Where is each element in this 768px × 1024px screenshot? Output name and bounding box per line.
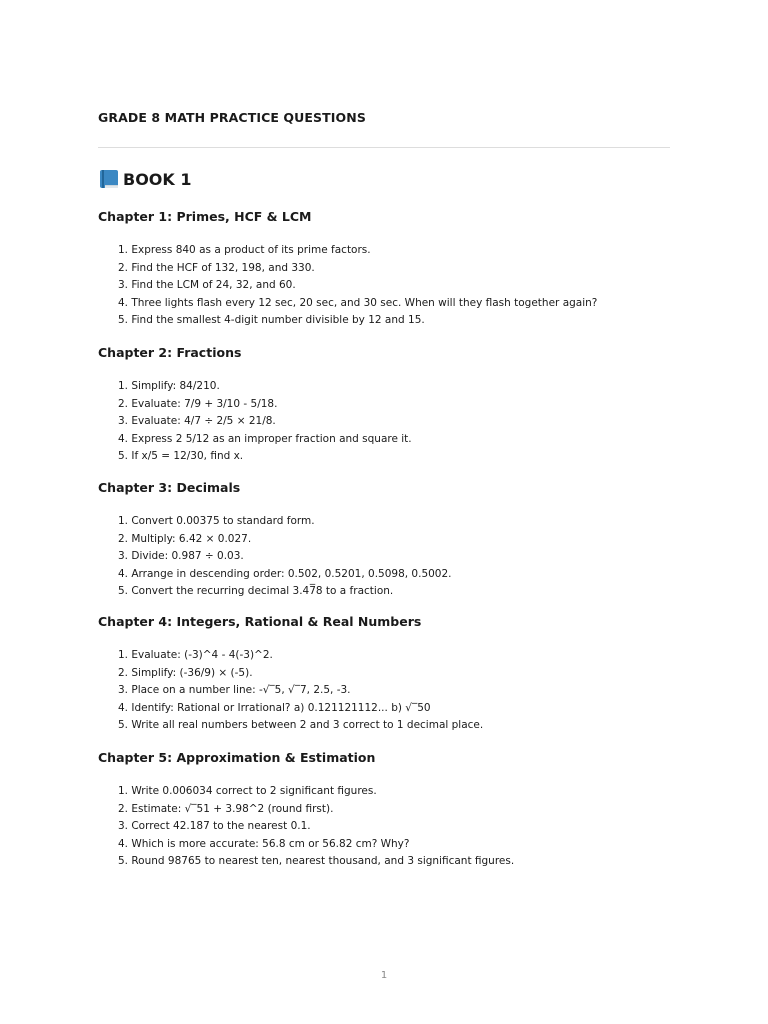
- chapter-4: [98, 613, 670, 735]
- question-list: [98, 783, 670, 871]
- question-list: [98, 647, 670, 735]
- question-item: 4. Three lights flash every 12 sec, 20 sec, and 30 sec. When will they flash together again?: [118, 296, 598, 309]
- question-item: 3. Divide: 0.987 ÷ 0.03.: [118, 550, 244, 563]
- question-item: 1. Express 840 as a product of its prime factors.: [118, 244, 371, 256]
- chapter-title: Chapter 1: Primes, HCF & LCM: [98, 209, 312, 224]
- document-title: GRADE 8 MATH PRACTICE QUESTIONS: [98, 110, 366, 125]
- question-item: 3. Correct 42.187 to the nearest 0.1.: [118, 820, 311, 833]
- question-item: 5. Find the smallest 4-digit number divisible by 12 and 15.: [118, 314, 425, 327]
- question-item: 1. Simplify: 84/210.: [118, 380, 220, 392]
- question-item: 1. Convert 0.00375 to standard form.: [118, 515, 315, 527]
- horizontal-divider: [98, 147, 670, 148]
- question-list: [98, 242, 670, 330]
- chapter-2: [98, 344, 670, 466]
- question-item: 1. Write 0.006034 correct to 2 significant figures.: [118, 785, 377, 797]
- chapter-1: [98, 208, 670, 330]
- chapter-title: Chapter 5: Approximation & Estimation: [98, 750, 376, 765]
- question-item: 2. Multiply: 6.42 × 0.027.: [118, 532, 252, 545]
- question-item: 4. Identify: Rational or Irrational? a) 0.121121112... b) √‾50: [118, 701, 431, 714]
- chapter-3: [98, 479, 670, 601]
- question-item: 5. Convert the recurring decimal 3.47̅8 to a fraction.: [118, 585, 394, 598]
- question-item: 4. Which is more accurate: 56.8 cm or 56.82 cm? Why?: [118, 837, 410, 850]
- book-heading: [98, 168, 192, 190]
- question-item: 5. Round 98765 to nearest ten, nearest thousand, and 3 significant figures.: [118, 855, 515, 868]
- question-list: [98, 378, 670, 466]
- question-list: [98, 513, 670, 601]
- page-number: 1: [380, 970, 388, 981]
- question-item: 5. Write all real numbers between 2 and 3 correct to 1 decimal place.: [118, 719, 484, 732]
- chapter-title: Chapter 3: Decimals: [98, 480, 241, 495]
- chapter-title: Chapter 2: Fractions: [98, 345, 242, 360]
- question-item: 2. Find the HCF of 132, 198, and 330.: [118, 261, 315, 274]
- question-item: 3. Place on a number line: -√‾5, √‾7, 2.5, -3.: [118, 684, 351, 697]
- question-item: 1. Evaluate: (-3)^4 - 4(-3)^2.: [118, 649, 273, 661]
- question-item: 2. Estimate: √‾51 + 3.98^2 (round first).: [118, 802, 334, 815]
- question-item: 2. Simplify: (-36/9) × (-5).: [118, 666, 253, 679]
- question-item: 3. Evaluate: 4/7 ÷ 2/5 × 21/8.: [118, 415, 276, 428]
- question-item: 2. Evaluate: 7/9 + 3/10 - 5/18.: [118, 397, 278, 410]
- blue-book-icon: [98, 168, 120, 190]
- question-item: 5. If x/5 = 12/30, find x.: [118, 450, 244, 463]
- question-item: 3. Find the LCM of 24, 32, and 60.: [118, 279, 296, 292]
- question-item: 4. Arrange in descending order: 0.502, 0.5201, 0.5098, 0.5002.: [118, 567, 452, 580]
- question-item: 4. Express 2 5/12 as an improper fraction and square it.: [118, 432, 412, 445]
- chapter-title: Chapter 4: Integers, Rational & Real Numbers: [98, 614, 422, 629]
- chapter-5: [98, 749, 670, 871]
- book-title: BOOK 1: [123, 169, 192, 189]
